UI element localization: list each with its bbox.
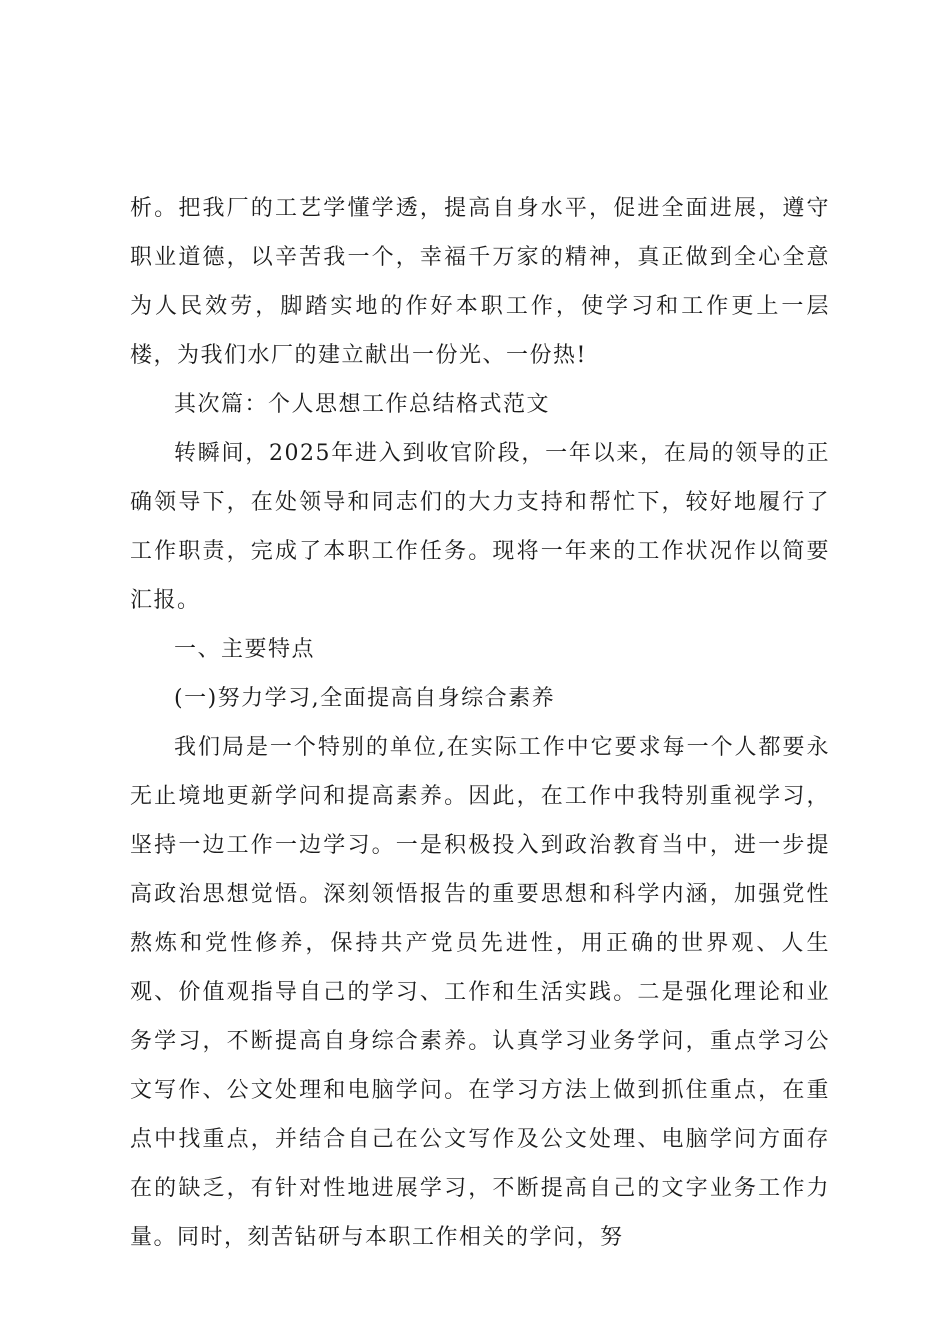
document-body xyxy=(130,184,830,1262)
section-heading-main-features: 一、主要特点 xyxy=(174,637,316,662)
paragraph-intro: 转瞬间，2025年进入到收官阶段，一年以来，在局的领导的正确领导下，在处领导和同志们的大力支持和帮忙下，较好地履行了工作职责，完成了本职工作任务。现将一年来的工作状况作以简要汇报。 xyxy=(130,441,830,613)
section-heading-second-article: 其次篇：个人思想工作总结格式范文 xyxy=(174,392,551,417)
subsection-heading-study: (一)努力学习,全面提高自身综合素养 xyxy=(174,686,556,711)
paragraph-continuation: 析。把我厂的工艺学懂学透，提高自身水平，促进全面进展，遵守职业道德，以辛苦我一个，幸福千万家的精神，真正做到全心全意为人民效劳，脚踏实地的作好本职工作，使学习和工作更上一层楼，为我们水厂的建立献出一份光、一份热! xyxy=(130,196,830,368)
paragraph-study-details: 我们局是一个特别的单位,在实际工作中它要求每一个人都要永无止境地更新学问和提高素养。因此，在工作中我特别重视学习，坚持一边工作一边学习。一是积极投入到政治教育当中，进一步提高政治思想觉悟。深刻领悟报告的重要思想和科学内涵，加强党性熬炼和党性修养，保持共产党员先进性，用正确的世界观、人生观、价值观指导自己的学习、工作和生活实践。二是强化理论和业务学习，不断提高自身综合素养。认真学习业务学问，重点学习公文写作、公文处理和电脑学问。在学习方法上做到抓住重点，在重点中找重点，并结合自己在公文写作及公文处理、电脑学问方面存在的缺乏，有针对性地进展学习，不断提高自己的文字业务工作力量。同时，刻苦钻研与本职工作相关的学问，努 xyxy=(130,735,830,1250)
